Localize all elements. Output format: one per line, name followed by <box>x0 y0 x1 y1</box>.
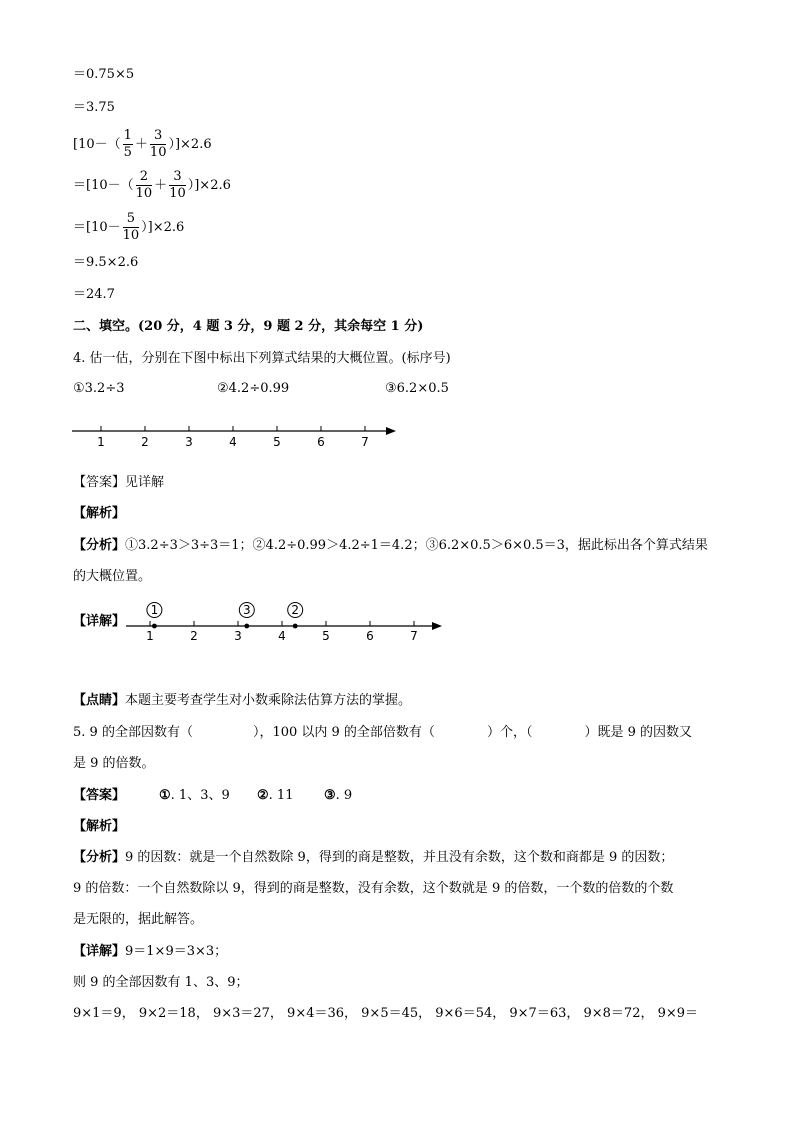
axis-tick-label: 7 <box>410 629 418 643</box>
axis-tick-label: 2 <box>190 629 198 643</box>
axis-tick-label: 1 <box>97 435 105 449</box>
axis-tick-label: 4 <box>229 435 237 449</box>
axis-ticks <box>146 621 418 643</box>
q4-detail-tag: 【详解】 <box>73 614 126 629</box>
axis-tick-label: 3 <box>234 629 242 643</box>
q5-detail-2: 则 9 的全部因数有 1、3、9； <box>73 975 249 990</box>
q4-fenxi-1: 【分析】①3.2÷3＞3÷3＝1；②4.2÷0.99＞4.2÷1＝4.2；③6.2×0.5＞6×0.5＝3，据此标出各个算式结果 <box>73 538 708 553</box>
axis-tick-label: 2 <box>141 435 149 449</box>
q5-fenxi-2: 9 的倍数：一个自然数除以 9，得到的商是整数，没有余数，这个数就是 9 的倍数，一个数的倍数的个数 <box>73 881 674 896</box>
calc-line-5: ＝[10－ $\frac{5}{10}$ ）]×2.6 <box>73 211 185 243</box>
calc-line-3: [10－（ $\frac{1}{5}$ ＋ $\frac{3}{10}$ ）]×2.6 <box>73 128 212 160</box>
axis-arrow <box>432 622 442 630</box>
axis-tick-label: 5 <box>273 435 281 449</box>
answer-mark-1: ① <box>159 788 171 803</box>
fraction: $\frac{5}{10}$ <box>122 211 140 243</box>
q4-fenxi-2: 的大概位置。 <box>73 569 152 584</box>
item-2: ②4.2÷0.99 <box>217 381 290 396</box>
axis-tick-label: 6 <box>317 435 325 449</box>
q5-fenxi-1: 【分析】9 的因数：就是一个自然数除 9，得到的商是整数，并且没有余数，这个数和商都是 9 的因数； <box>73 850 674 865</box>
q4-analysis-tag: 【解析】 <box>73 506 126 521</box>
fraction: $\frac{2}{10}$ <box>135 169 153 201</box>
calc-line-6: ＝9.5×2.6 <box>73 255 139 270</box>
marks <box>147 603 303 629</box>
axis-tick-label: 7 <box>361 435 369 449</box>
axis-tick-label: 4 <box>278 629 286 643</box>
q5-analysis-tag: 【解析】 <box>73 819 126 834</box>
axis-arrow <box>386 427 396 435</box>
q4-answer: 【答案】见详解 <box>73 475 165 490</box>
mark-point <box>152 624 157 629</box>
q5-answer: 【答案】 ①. 1、3、9 ②. 11 ③. 9 <box>73 788 353 803</box>
axis-tick-label: 5 <box>322 629 330 643</box>
q5-detail-1: 【详解】9＝1×9＝3×3； <box>73 944 228 959</box>
calc-line-1: ＝0.75×5 <box>73 67 135 82</box>
q4-dianjing: 【点睛】本题主要考查学生对小数乘除法估算方法的掌握。 <box>73 693 412 708</box>
answer-mark-3: ③ <box>324 788 336 803</box>
mark-point <box>244 624 249 629</box>
calc-line-2: ＝3.75 <box>73 100 115 115</box>
question-5-stem-1: 5. 9 的全部因数有（ ），100 以内 9 的全部倍数有（ ）个，（ ）既是 9 的因数又 <box>73 725 692 740</box>
axis-ticks <box>97 426 369 449</box>
item-3: ③6.2×0.5 <box>385 381 449 396</box>
mark-label: 2 <box>291 603 300 617</box>
answer-mark-2: ② <box>257 788 269 803</box>
number-line-blank <box>68 418 408 454</box>
axis-tick-label: 3 <box>185 435 193 449</box>
section-heading: 二、填空。(20 分，4 题 3 分，9 题 2 分，其余每空 1 分) <box>73 319 424 334</box>
calc-line-7: ＝24.7 <box>73 287 115 302</box>
question-4-stem: 4. 估一估，分别在下图中标出下列算式结果的大概位置。(标序号) <box>73 351 451 366</box>
fraction: $\frac{3}{10}$ <box>169 169 186 201</box>
mark-label: 3 <box>242 603 251 617</box>
q5-detail-3: 9×1＝9， 9×2＝18， 9×3＝27， 9×4＝36， 9×5＝45， 9×6＝54， 9×7＝63， 9×8＝72， 9×9＝ <box>73 1006 699 1021</box>
axis-tick-label: 6 <box>366 629 374 643</box>
fraction: $\frac{1}{5}$ <box>123 128 132 160</box>
axis-tick-label: 1 <box>146 629 154 643</box>
number-line-marked <box>122 598 452 646</box>
question-5-stem-2: 是 9 的倍数。 <box>73 756 155 771</box>
fraction: $\frac{3}{10}$ <box>149 128 167 160</box>
item-1: ①3.2÷3 <box>73 381 125 396</box>
calc-line-4: ＝[10－（ $\frac{2}{10}$ ＋ $\frac{3}{10}$ ）]×2.6 <box>73 169 231 201</box>
mark-point <box>293 624 298 629</box>
q5-fenxi-3: 是无限的，据此解答。 <box>73 912 204 927</box>
mark-label: 1 <box>150 603 159 617</box>
